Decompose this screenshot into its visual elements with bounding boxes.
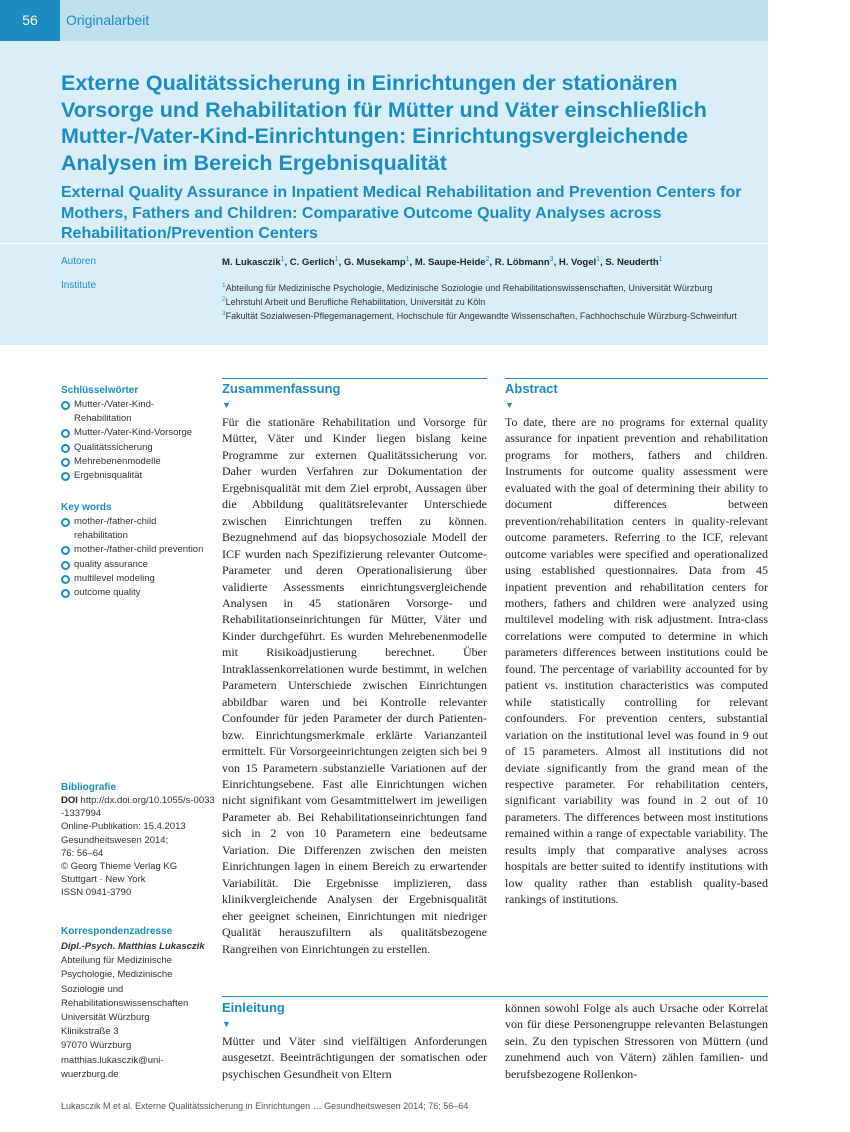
institute-marker: 3 <box>222 310 226 317</box>
author-name: R. Löbmann <box>494 257 550 269</box>
section-marker-icon: ▼ <box>505 400 514 410</box>
correspondence-line: matthias.lukasczik@uni-wuerzburg.de <box>61 1054 164 1080</box>
author-affiliation-marker: 3 <box>549 256 554 263</box>
section-marker-icon: ▼ <box>222 1019 231 1029</box>
keyword-text: quality assurance <box>74 558 148 570</box>
author-separator: , <box>409 257 415 269</box>
correspondence-name: Dipl.-Psych. Matthias Lukasczik <box>61 941 205 952</box>
bullet-icon <box>61 546 70 555</box>
keywords-de-heading: Schlüsselwörter <box>61 385 139 396</box>
page-number: 56 <box>0 0 60 41</box>
correspondence-line: Klinikstraße 3 <box>61 1026 119 1038</box>
keyword-item <box>61 398 211 426</box>
bullet-icon <box>61 429 70 438</box>
keyword-text: multilevel modeling <box>74 572 155 584</box>
bibliography-line: 76: 56–64 <box>61 847 104 859</box>
author-affiliation-marker: 2 <box>485 256 490 263</box>
author-separator: , <box>489 257 495 269</box>
keyword-text: Qualitätssicherung <box>74 441 153 453</box>
authors-label: Autoren <box>61 256 97 267</box>
keywords-en-list <box>61 515 211 600</box>
keyword-item <box>61 455 211 469</box>
bullet-icon <box>61 589 70 598</box>
author-affiliation-marker: 1 <box>280 256 285 263</box>
einleitung-rule <box>222 996 768 997</box>
author-separator: , <box>553 257 559 269</box>
author-separator: , <box>338 257 344 269</box>
bullet-icon <box>61 458 70 467</box>
keyword-text: outcome quality <box>74 587 141 599</box>
keyword-text: mother-/father-child prevention <box>74 544 204 556</box>
doi-line <box>61 794 216 820</box>
bullet-icon <box>61 444 70 453</box>
institutes-list <box>222 280 767 322</box>
author-affiliation-marker: 1 <box>658 256 663 263</box>
institute-entry <box>222 280 767 294</box>
title-divider <box>0 243 768 244</box>
title-german: Externe Qualitätssicherung in Einrichtungen der stationären Vorsorge und Rehabilitation für Mütter und Väter einschließlich Mutter-/Vater-Kind-Einrichtungen: Einrichtungsvergleichende Analysen im Bereich Ergebnisqualität <box>61 71 707 175</box>
authors-list <box>222 256 762 268</box>
keyword-item <box>61 558 211 572</box>
abstract-rule <box>505 378 768 379</box>
author-separator: , <box>284 257 290 269</box>
author-name: H. Vogel <box>558 257 597 269</box>
keyword-item <box>61 469 211 483</box>
bibliography-line: ISSN 0941-3790 <box>61 887 132 899</box>
author-name: C. Gerlich <box>289 257 335 269</box>
section-marker-icon: ▼ <box>222 400 231 410</box>
bibliography-line: © Georg Thieme Verlag KG <box>61 861 178 873</box>
zusammenfassung-heading: Zusammenfassung <box>222 381 341 396</box>
author-name: M. Lukasczik <box>222 257 281 269</box>
institute-text: Lehrstuhl Arbeit und Berufliche Rehabilitation, Universität zu Köln <box>225 297 486 307</box>
abstract-text: To date, there are no programs for external quality assurance for inpatient prevention and rehabilitation programs for mothers, fathers and children. Instruments for outcome quality assessment were evaluated with the goal of determining their ability to document differences between prevention/rehabilitation centers in quality-relevant outcome parameters. Referring to the ICF, relevant outcome variables were specified and operationalized using established questionnaires. Data from 45 inpatient prevention and rehabilitation centers for mothers, fathers and children were analyzed using multilevel modeling with risk adjustment. Intra-class correlations were computed to determine in which parameters differences between institutions could be found. The percentage of variability accounted for by patient vs. institution characteristics was computed while statistically controlling for relevant confounders. For prevention centers, substantial variation on the institutional level was found in 9 out of 15 parameters. Almost all institutions did not deviate significantly from the grand mean of the respective parameter. For rehabilitation centers, significant variability was found in 2 out of 10 parameters. The differences between most institutions remained within a range of expectable variability. The results imply that comparative analyses across hospitals are better suited to identify institutions with low quality rather than establish quality-based rankings of institutions. <box>505 415 768 907</box>
doi-label: DOI <box>61 795 78 806</box>
bibliography <box>61 794 216 900</box>
bullet-icon <box>61 561 70 570</box>
author-name: M. Saupe-Heide <box>414 257 486 269</box>
institutes-label: Institute <box>61 280 97 291</box>
bibliography-heading: Bibliografie <box>61 782 117 793</box>
bibliography-line: Gesundheitswesen 2014; <box>61 834 169 846</box>
keyword-item <box>61 515 211 543</box>
correspondence-line: Universität Würzburg <box>61 1012 150 1024</box>
keyword-text: mother-/father-child rehabilitation <box>74 516 157 542</box>
keyword-text: Mehrebenenmodelle <box>74 455 161 467</box>
zusammenfassung-text: Für die stationäre Rehabilitation und Vorsorge für Mütter, Väter und Kinder liegen bislang keine Programme zur externen Qualitätssicherung vor. Daher wurden Verfahren zur Dokumentation der Ergebnisqualität mit dem Ziel erprobt, Aussagen über die Abbildung qualitätsrelevanter Unterschiede zwischen Einrichtungen treffen zu können. Bezugnehmend auf das biopsychosoziale Modell der ICF wurden nach Spezifizierung relevanter Outcome-Parameter und deren Operationalisierung über validierte Assessments einrichtungsvergleichende Analysen in 45 stationären Vorsorge- und Rehabilitationseinrichtungen für Mütter, Väter und Kinder durchgeführt. Es wurden Mehrebenenmodelle mit Risikoadjustierung berechnet. Über Intraklassenkorrelationen wurde bestimmt, in welchen Parametern Unterschiede zwischen Einrichtungen abbildbar waren und bei Kontrolle relevanter Confounder für jeden Parameter der durch Patienten- bzw. Einrichtungsmerkmale erklärte Varianzanteil ermittelt. Für Vorsorgeeinrichtungen zeigten sich bei 9 von 15 Parametern substanzielle Variationen auf der Einrichtungsebene. Fast alle Einrichtungen wichen nicht signifikant vom Gesamtmittelwert im jeweiligen Parameter ab. Bei Rehabilitationseinrichtungen fand sich in 2 von 10 Parametern eine bedeutsame Variation. Die Differenzen zwischen den meisten Einrichtungen lagen in einem Bereich zu erwartender Variabilität. Die Ergebnisse implizieren, dass klinikvergleichende Analysen der Ergebnisqualität eher geeignet scheinen, Einrichtungen mit niedriger Qualität herauszufiltern als qualitätsbezogene Rangreihen von Einrichtungen zu erstellen. <box>222 415 487 956</box>
abstract-heading: Abstract <box>505 381 558 396</box>
author-affiliation-marker: 1 <box>596 256 601 263</box>
author-affiliation-marker: 1 <box>405 256 410 263</box>
institute-marker: 1 <box>222 282 226 289</box>
title-english: External Quality Assurance in Inpatient Medical Rehabilitation and Prevention Centers for Mothers, Fathers and Children: Comparative Outcome Quality Analyses across Rehabilitation/Prevention Centers <box>61 184 742 242</box>
bibliography-line: Stuttgart · New York <box>61 874 146 886</box>
correspondence-line: Abteilung für Medizinische Psychologie, Medizinische Soziologie und Rehabilitationswissenschaften <box>61 955 189 1009</box>
author-name: G. Musekamp <box>343 257 406 269</box>
author-affiliation-marker: 1 <box>334 256 339 263</box>
bullet-icon <box>61 518 70 527</box>
doi-link[interactable]: http://dx.doi.org/10.1055/s-0033-1337994 <box>61 795 215 820</box>
institute-entry <box>222 308 767 322</box>
author-name: S. Neuderth <box>605 257 659 269</box>
keywords-en-heading: Key words <box>61 502 112 513</box>
section-label: Originalarbeit <box>66 12 150 28</box>
page-footer: Lukasczik M et al. Externe Qualitätssicherung in Einrichtungen … Gesundheitswesen 2014; 76: 56–64 <box>61 1101 469 1111</box>
correspondence-line: 97070 Würzburg <box>61 1040 132 1052</box>
keyword-item <box>61 426 211 440</box>
correspondence-address <box>61 940 216 1082</box>
correspondence-heading: Korrespondenzadresse <box>61 926 173 937</box>
institute-text: Abteilung für Medizinische Psychologie, Medizinische Soziologie und Rehabilitationswissenschaften, Universität Würzburg <box>225 283 713 293</box>
keyword-text: Ergebnisqualität <box>74 470 143 482</box>
keyword-item <box>61 572 211 586</box>
zusammenfassung-rule <box>222 378 487 379</box>
keyword-item <box>61 543 211 557</box>
institute-entry <box>222 294 767 308</box>
institute-marker: 2 <box>222 296 226 303</box>
keywords-de-list <box>61 398 211 483</box>
keyword-text: Mutter-/Vater-Kind-Vorsorge <box>74 427 193 439</box>
einleitung-heading: Einleitung <box>222 1000 285 1015</box>
einleitung-text-left: Mütter und Väter sind vielfältigen Anforderungen ausgesetzt. Beeinträchtigungen der somatischen oder psychischen Gesundheit von Eltern <box>222 1034 487 1081</box>
institute-text: Fakultät Sozialwesen-Pflegemanagement, Hochschule für Angewandte Wissenschaften, Fachhochschule Würzburg-Schweinfurt <box>225 311 737 321</box>
bibliography-line: Online-Publikation: 15.4.2013 <box>61 821 186 833</box>
bullet-icon <box>61 401 70 410</box>
bullet-icon <box>61 575 70 584</box>
keyword-item <box>61 586 211 600</box>
author-separator: , <box>600 257 606 269</box>
keyword-text: Mutter-/Vater-Kind-Rehabilitation <box>74 399 155 425</box>
einleitung-text-right: können sowohl Folge als auch Ursache oder Korrelat von für diese Personengruppe relevanten Belastungen sein. Zu den typischen Stressoren von Müttern (und zunehmend auch von Vätern) zählen familien- und berufsbezogene Rollenkon- <box>505 1001 768 1081</box>
bullet-icon <box>61 472 70 481</box>
keyword-item <box>61 441 211 455</box>
